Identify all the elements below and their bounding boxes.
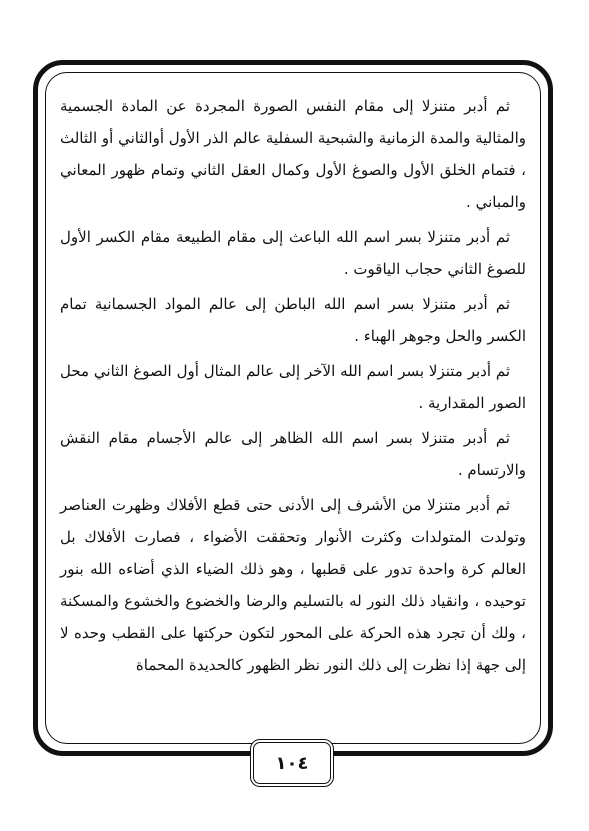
page-number: ١٠٤ [275,752,309,774]
paragraph-1: ثم أدبر متنزلا إلى مقام النفس الصورة المجردة عن المادة الجسمية والمثالية والمدة الزمانية والشبحية السفلية عالم الذر الأول أوالثاني أو الثالث ، فتمام الخلق الأول والصوغ الأول وكمال العقل الثاني وتمام ظهور المعاني والمباني . [60,97,526,211]
paragraph-3: ثم أدبر متنزلا بسر اسم الله الباطن إلى عالم المواد الجسمانية تمام الكسر والحل وجوهر الهباء . [60,295,526,345]
paragraph-6: ثم أدبر متنزلا من الأشرف إلى الأدنى حتى قطع الأفلاك وظهرت العناصر وتولدت المتولدات وكثرت الأنوار وتحققت الأضواء ، فصارت الأفلاك بل العالم كرة واحدة تدور على قطبها ، وهو ذلك الضياء الذي أضاءه الله بنور توحيده ، وانقياد ذلك النور له بالتسليم والرضا والخضوع والخشوع والمسكنة ، ولك أن تجرد هذه الحركة على المحور لتكون حركتها على القطب وحده لا إلى جهة إذا نظرت إلى ذلك النور نظر الظهور كالحديدة المحماة [60,496,526,674]
page-number-box [250,739,334,787]
body-text [60,90,526,730]
paragraph-5: ثم أدبر متنزلا بسر اسم الله الظاهر إلى عالم الأجسام مقام النقش والارتسام . [60,429,526,479]
paragraph-2: ثم أدبر متنزلا بسر اسم الله الباعث إلى مقام الطبيعة مقام الكسر الأول للصوغ الثاني حجاب الياقوت . [60,228,526,278]
paragraph-4: ثم أدبر متنزلا بسر اسم الله الآخر إلى عالم المثال أول الصوغ الثاني محل الصور المقدارية . [60,362,526,412]
